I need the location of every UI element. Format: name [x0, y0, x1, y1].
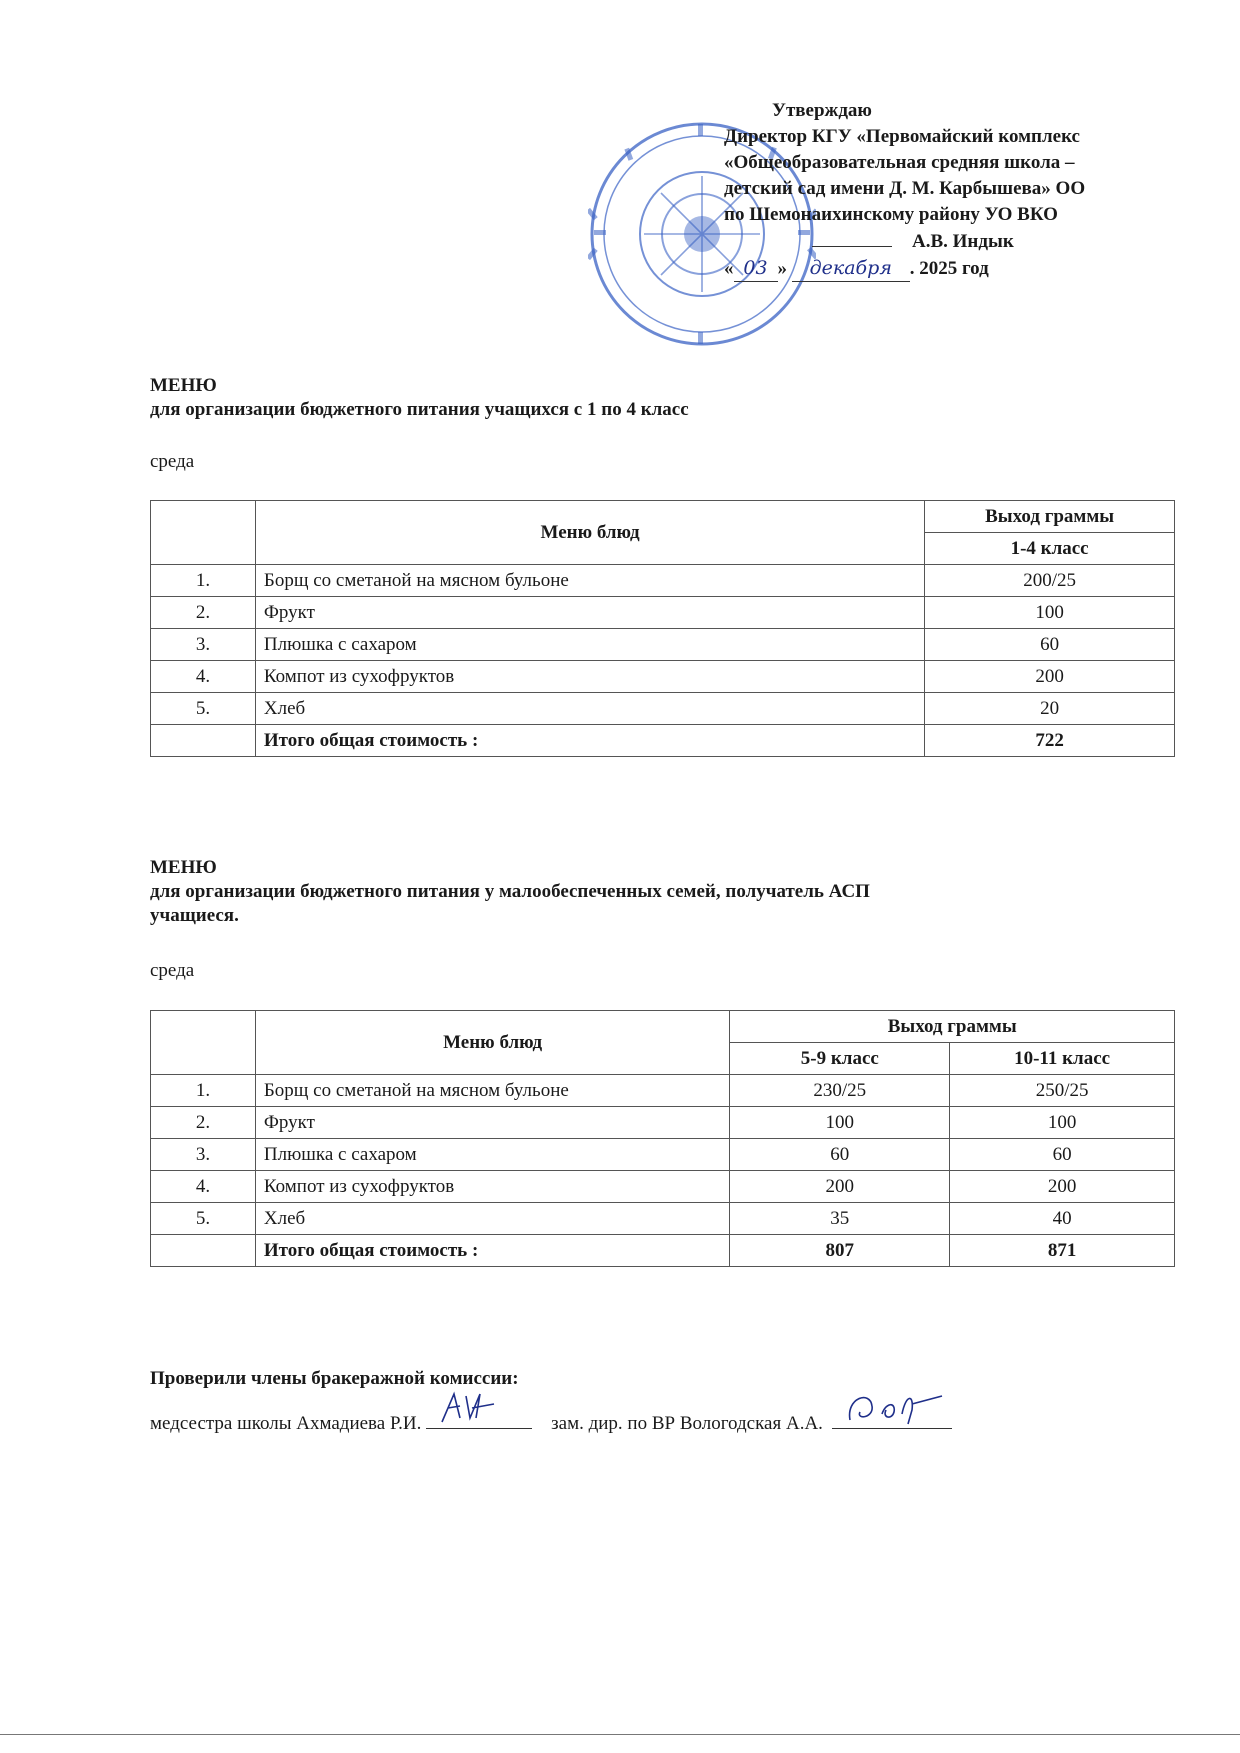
approval-date-day: 03: [734, 255, 778, 282]
approval-signer-line: [724, 228, 1194, 255]
approval-org-line3: по Шемонаихинскому району УО ВКО: [724, 204, 1058, 225]
header-output: Выход граммы: [730, 1011, 1175, 1043]
total-row: Итого общая стоимость : 807 871: [151, 1235, 1175, 1267]
nurse-signature-mark: [436, 1388, 506, 1428]
header-output: Выход граммы: [925, 501, 1175, 533]
table-row: 4. Компот из сухофруктов 200: [151, 661, 1175, 693]
table-row: 3. Плюшка с сахаром 60 60: [151, 1139, 1175, 1171]
approval-date-year: . 2025 год: [909, 258, 989, 279]
section2-title: МЕНЮ для организации бюджетного питания у малообеспеченных семей, получатель АСП учащиеся.: [150, 857, 870, 926]
table-row: 5. Хлеб 35 40: [151, 1203, 1175, 1235]
header-group-5-9: 5-9 класс: [730, 1043, 950, 1075]
header-dish: Меню блюд: [255, 501, 924, 565]
table-row: 1. Борщ со сметаной на мясном бульоне 230/25 250/25: [151, 1075, 1175, 1107]
section2-day: среда: [150, 960, 195, 981]
table-row: 2. Фрукт 100: [151, 597, 1175, 629]
total-row: Итого общая стоимость : 722: [151, 725, 1175, 757]
table-row: 3. Плюшка с сахаром 60: [151, 629, 1175, 661]
approval-date-month: декабря: [792, 255, 910, 282]
director-signature: [812, 228, 892, 247]
table-row: 1. Борщ со сметаной на мясном бульоне 200/25: [151, 565, 1175, 597]
menu-table-1-4: [150, 500, 1175, 757]
nurse-signature: [426, 1412, 532, 1429]
commission-member-deputy: зам. дир. по ВР Вологодская А.А.: [551, 1413, 823, 1434]
approval-heading: Утверждаю: [772, 100, 872, 121]
section1-title: МЕНЮ для организации бюджетного питания учащихся с 1 по 4 класс: [150, 375, 689, 420]
table-row: 5. Хлеб 20: [151, 693, 1175, 725]
commission-member-nurse: медсестра школы Ахмадиева Р.И.: [150, 1413, 422, 1434]
table-row: 4. Компот из сухофруктов 200 200: [151, 1171, 1175, 1203]
deputy-signature: [832, 1412, 952, 1429]
deputy-signature-mark: [842, 1384, 952, 1428]
menu-table-5-11: [150, 1010, 1175, 1267]
commission-title: Проверили члены бракеражной комиссии:: [150, 1368, 519, 1389]
header-group-10-11: 10-11 класс: [950, 1043, 1175, 1075]
approval-org-line1: «Общеобразовательная средняя школа –: [724, 152, 1075, 173]
approval-block: [724, 98, 1194, 282]
section1-day: среда: [150, 451, 195, 472]
approval-date: « 03 » декабря . 2025 год: [724, 255, 1194, 282]
header-dish: Меню блюд: [255, 1011, 730, 1075]
table-row: 2. Фрукт 100 100: [151, 1107, 1175, 1139]
approval-org-line2: детский сад имени Д. М. Карбышева» ОО: [724, 178, 1086, 199]
commission-members: [150, 1412, 952, 1435]
page-edge-line: [0, 1734, 1240, 1735]
header-group: 1-4 класс: [925, 533, 1175, 565]
approval-position: Директор КГУ «Первомайский комплекс: [724, 126, 1080, 147]
approval-signer: А.В. Индык: [912, 231, 1014, 252]
